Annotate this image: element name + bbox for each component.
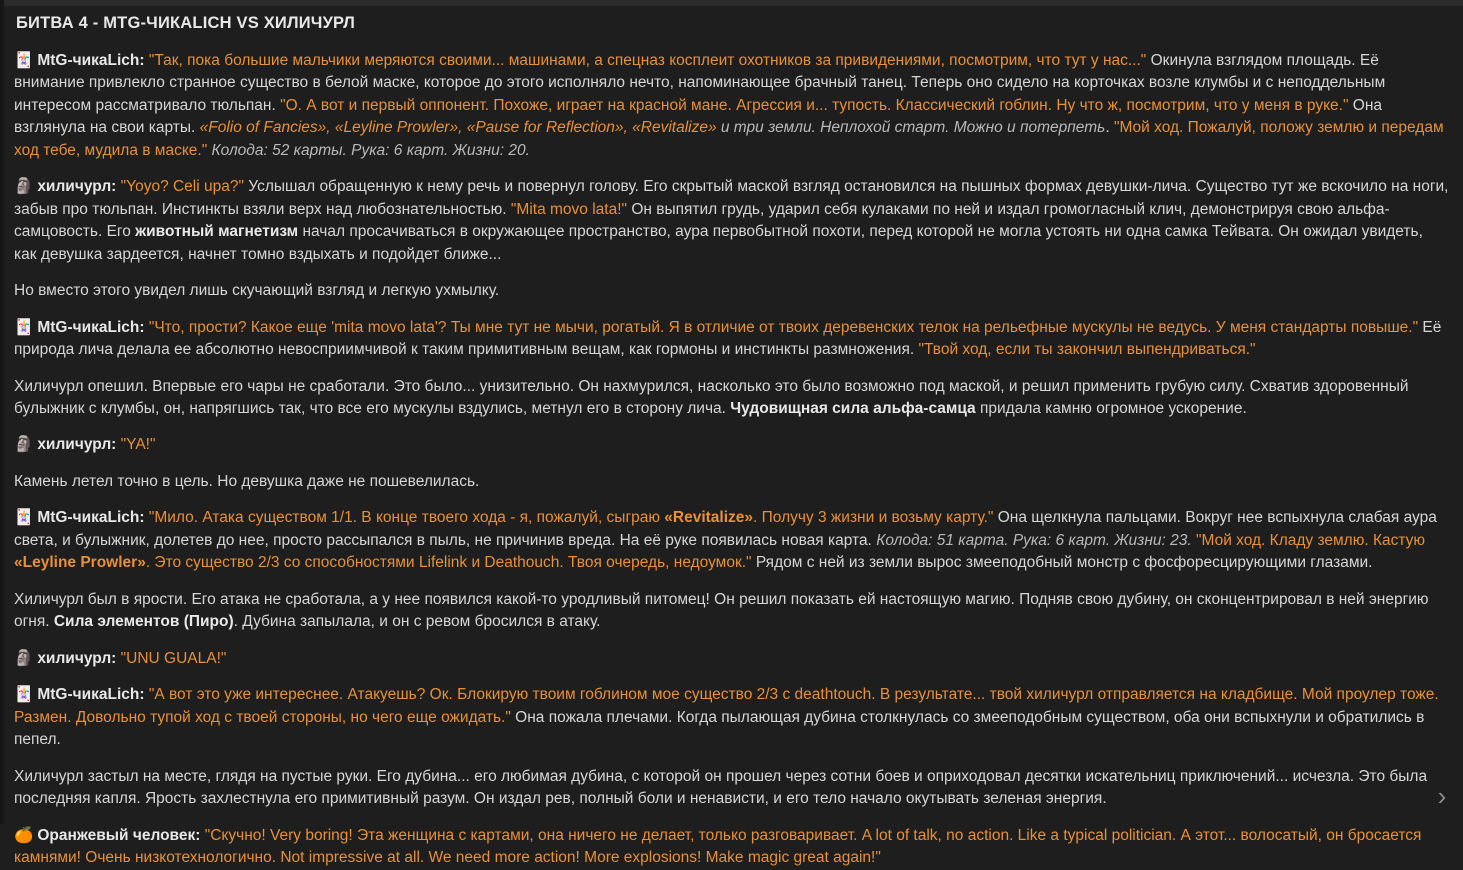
narration-text: Она щелкнула пальцами. Вокруг нее вспыхнула слабая аура света, и булыжник, долетев до нее, просто рассыпался в пыль, не причинив вреда. На её руке появилась новая карта. [14, 509, 1437, 549]
narration-text: Её природа лича делала ее абсолютно невосприимчивой к таким примитивным вещам, как гормоны и инстинкты размножения. [14, 318, 1442, 359]
next-page-arrow[interactable]: › [1437, 781, 1447, 811]
card-list-italic-text: «Folio of Fancies», «Leyline Prowler», «Pause for Reflection», «Revitalize» [199, 119, 717, 137]
emphasis-text: Сила элементов (Пиро) [53, 613, 234, 631]
speaker-name: хиличурл: [37, 436, 121, 454]
left-edge-strip [0, 0, 4, 824]
narration-text: . [1105, 119, 1114, 137]
quote-text: . Это существо 2/3 со способностями Lifelink и Deathouch. Твоя очередь, недоумок." [145, 554, 752, 572]
quote-text: "YA!" [120, 436, 156, 454]
narration-text: Она пожала плечами. Когда пылающая дубина столкнулась со змееподобным существом, оба они вспыхнули и обратились в пепел. [14, 708, 1425, 749]
orange-avatar-icon: 🍊 [14, 826, 34, 844]
hilichurl-avatar-icon: 🗿 [14, 436, 34, 454]
narration-text: Хиличурл застыл на месте, глядя на пустые руки. Его дубина... его любимая дубина, с которой он прошел через сотни боев и оприходовал десятки искательниц приключений... исчезла. Это была последняя капля. Ярость захлестнула его примитивный разум. Он издал рев, полный боли и ненависти, и его тело начало окутывать зеленая энергия. [14, 767, 1428, 808]
narration-block [14, 766, 1449, 811]
top-bar [0, 0, 1463, 6]
quote-card-name: «Leyline Prowler» [14, 554, 146, 572]
hilichurl-avatar-icon: 🗿 [14, 178, 34, 196]
narration-block [14, 376, 1449, 421]
status-italic-text: Колода: 51 карта. Рука: 6 карт. Жизни: 23. [876, 531, 1192, 549]
narration-text: Камень летел точно в цель. Но девушка даже не пошевелилась. [14, 472, 480, 490]
narration-text: Хиличурл был в ярости. Его атака не сработала, а у нее появился какой-то уродливый питомец! Он решил показать ей настоящую магию. Подняв свою дубину, он сконцентрировал в ней энергию огня. [14, 590, 1429, 631]
speaker-name: хиличурл: [37, 178, 121, 196]
dialogue-block [14, 317, 1449, 362]
narration-text: Услышал обращенную к нему речь и повернул голову. Его скрытый маской взгляд остановился на пышных формах девушки-лича. Существо тут же вскочило на ноги, забыв про тюльпан. Инстинкты взяли верх над любознательностью. [14, 178, 1449, 218]
narration-block [14, 589, 1449, 634]
speaker-name: Оранжевый человек: [37, 826, 205, 844]
speaker-name: MtG-чикаLich: [37, 509, 149, 527]
narration-text: Она взглянула на свои карты. [14, 96, 1383, 137]
page-title: БИТВА 4 - MTG-ЧИКАLICH VS ХИЛИЧУРЛ [16, 14, 355, 32]
narration-text: Он выпятил грудь, ударил себя кулаками по ней и издал громогласный клич, демонстрируя свою альфа-самцовость. Его [14, 200, 1390, 241]
narration-text: придала камню огромное ускорение. [975, 400, 1247, 418]
quote-text: "Твой ход, если ты закончил выпендриваться." [918, 341, 1256, 359]
narration-text: Хиличурл опешил. Впервые его чары не сработали. Это было... унизительно. Он нахмурился, насколько это было возможно под маской, и решил применить грубую силу. Схватив здоровенный булыжник с клумбы, он, напрягшись так, что все его мускулы вздулись, метнул его в сторону лича. [14, 377, 1409, 418]
dialogue-block [14, 825, 1449, 870]
status-italic-text: и три земли. Неплохой старт. Можно и потерпеть [716, 119, 1106, 137]
quote-text: "Мой ход. Пожалуй, положу землю и передам ход тебе, мудила в маске." [14, 119, 1444, 159]
lich-avatar-icon: 🃏 [14, 318, 34, 336]
quote-text: "Мило. Атака существом 1/1. В конце твоего хода - я, пожалуй, сыграю [148, 509, 665, 527]
quote-text: "Mita movo lata!" [510, 200, 628, 218]
quote-text: "Скучно! Very boring! Эта женщина с картами, она ничего не делает, только разговаривает. A lot of talk, no action. Like a typical politician. А этот... волосатый, он бросается камнями! Очень низкотехнологично. Not impressive at all. We need more action! More explosions! Make magic great again!" [14, 826, 1422, 867]
quote-text: "Yoyo? Celi upa?" [120, 178, 244, 196]
quote-text: "Что, прости? Какое еще 'mita movo lata'? Ты мне тут не мычи, рогатый. Я в отличие от твоих деревенских телок на рельефные мускулы не ведусь. У меня стандарты повыше." [148, 318, 1419, 336]
speaker-name: MtG-чикаLich: [37, 686, 149, 704]
dialogue-block [14, 684, 1449, 751]
narration-text: Окинула взглядом площадь. Её внимание привлекло странное существо в белой маске, которое до этого исполняло нечто, напоминающее брачный танец. Теперь оно сидело на корточках возле клумбы и с неподдельным интересом рассматривало тюльпан. [14, 51, 1386, 114]
quote-text: "А вот это уже интереснее. Атакуешь? Ок. Блокирую твоим гоблином мое существо 2/3 с deathtouch. В результате... твой хиличурл отправляется на кладбище. Мой проулер тоже. Размен. Довольно тупой ход с твоей стороны, но чего еще ожидать." [14, 686, 1439, 726]
quote-text: "О. А вот и первый оппонент. Похоже, играет на красной мане. Агрессия и... тупость. Классический гоблин. Ну что ж, посмотрим, что у меня в руке." [280, 96, 1349, 114]
narration-text: начал просачиваться в окружающее пространство, аура первобытной похоти, перед которой не могла устоять ни одна самка Тейвата. Он ожидал увидеть, как девушка зардеется, начнет томно вздыхать и подойдет ближе... [14, 223, 1423, 263]
quote-text: "UNU GUALA!" [120, 649, 227, 667]
dialogue-block [14, 434, 1449, 456]
speaker-name: хиличурл: [37, 649, 121, 667]
lich-avatar-icon: 🃏 [14, 51, 34, 69]
dialogue-block [14, 507, 1449, 574]
speaker-name: MtG-чикаLich: [37, 318, 149, 336]
hilichurl-avatar-icon: 🗿 [14, 649, 34, 667]
quote-text: . Получу 3 жизни и возьму карту." [753, 509, 994, 527]
lich-avatar-icon: 🃏 [14, 509, 34, 527]
narration-text: Но вместо этого увидел лишь скучающий взгляд и легкую ухмылку. [14, 282, 500, 300]
narration-block [14, 471, 1449, 493]
dialogue-block [14, 176, 1449, 266]
story-body [14, 50, 1449, 870]
speaker-name: MtG-чикаLich: [37, 51, 149, 69]
quote-text: "Так, пока большие мальчики меряются своими... машинами, а спецназ косплеит охотников за привидениями, посмотрим, что тут у нас..." [148, 51, 1147, 69]
dialogue-block [14, 50, 1449, 162]
lich-avatar-icon: 🃏 [14, 686, 34, 704]
status-italic-text: Колода: 52 карты. Рука: 6 карт. Жизни: 20. [207, 141, 530, 159]
narration-block [14, 280, 1449, 302]
dialogue-block [14, 648, 1449, 670]
narration-text: Рядом с ней из земли вырос змееподобный монстр с фосфоресцирующими глазами. [751, 554, 1373, 572]
quote-card-name: «Revitalize» [664, 509, 754, 527]
emphasis-text: Чудовищная сила альфа-самца [730, 400, 976, 418]
emphasis-text: животный магнетизм [135, 223, 299, 241]
quote-text: "Мой ход. Кладу землю. Кастую [1195, 531, 1426, 549]
narration-text: . Дубина запылала, и он с ревом бросился в атаку. [233, 613, 601, 631]
